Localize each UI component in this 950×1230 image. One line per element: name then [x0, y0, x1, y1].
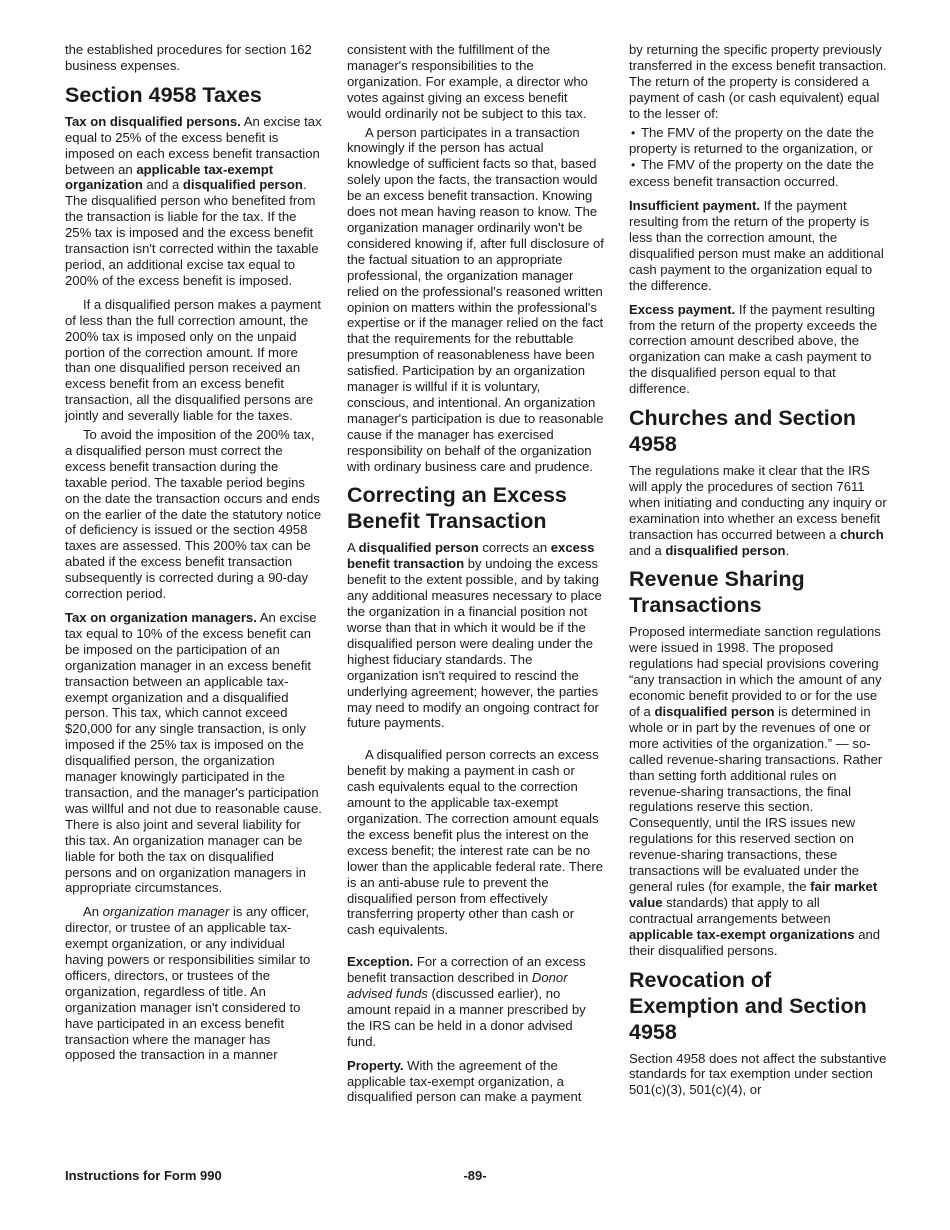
- paragraph: Insufficient payment. If the payment resulting from the return of the property is less than the correction amount, the disqualified person must make an additional cash payment to the organization equal to the difference.: [629, 198, 884, 293]
- column-1: [65, 42, 323, 1071]
- run-in-heading: Tax on disqualified persons.: [65, 113, 241, 129]
- paragraph: To avoid the imposition of the 200% tax, a disqualified person must correct the excess benefit transaction during the taxable period. The taxable period begins on the date the transaction occurs and ends on the earlier of the date the statutory notice of deficiency is issued or the section 4958 taxes are assessed. This 200% tax can be abated if the excess benefit transaction subsequently is corrected during a 90-day correction period.: [65, 427, 322, 602]
- column-3: [629, 42, 887, 1106]
- paragraph: The regulations make it clear that the IRS will apply the procedures of section 7611 when initiating and conducting any inquiry or examination into whether an excess benefit transaction has occurred between a church and a disqualified person.: [629, 463, 887, 558]
- paragraph: An organization manager is any officer, director, or trustee of an applicable tax-exempt organization, or any individual having powers or responsibilities similar to officers, directors, or trustees of the organization, regardless of title. An organization manager isn't considered to have participated in an excess benefit transaction where the manager has opposed the transaction in a manner: [65, 904, 311, 1063]
- paragraph: Tax on organization managers. An excise tax equal to 10% of the excess benefit can be imposed on the participation of an organization manager in an excess benefit transaction between an applicable tax-exempt organization and a disqualified person. This tax, which cannot exceed $20,000 for any single transaction, is only imposed if the 25% tax is imposed on the disqualified person, the organization manager knowingly participated in the transaction, and the manager's participation was willful and not due to reasonable cause. There is also joint and several liability for this tax. An organization manager can be liable for both the tax on disqualified persons and on organization managers in appropriate circumstances.: [65, 610, 322, 896]
- paragraph: Exception. For a correction of an excess benefit transaction described in Donor advised funds (discussed earlier), no amount repaid in a manner prescribed by the IRS can be held in a donor advised fund.: [347, 954, 586, 1049]
- section-heading: Correcting an Excess Benefit Transaction: [347, 483, 567, 534]
- paragraph: Property. With the agreement of the applicable tax-exempt organization, a disqualified person can make a payment: [347, 1057, 582, 1105]
- paragraph: Section 4958 does not affect the substantive standards for tax exemption under section 501(c)(3), 501(c)(4), or: [629, 1050, 887, 1098]
- bullet-list: [629, 125, 887, 191]
- paragraph: If a disqualified person makes a payment of less than the full correction amount, the 200% tax is imposed only on the unpaid portion of the correction amount. If more than one disqualified person received an excess benefit from an excess benefit transaction, all the disqualified persons are jointly and severally liable for the taxes.: [65, 296, 322, 424]
- section-heading: Revenue Sharing Transactions: [629, 567, 805, 618]
- footer-form-title: Instructions for Form 990: [65, 1168, 222, 1183]
- paragraph: A disqualified person corrects an excess benefit transaction by undoing the excess benefit to the extent possible, and by taking any additional measures necessary to place the organization in a financial position not worse than that in which it would be if the disqualified person were dealing under the highest fiduciary standards. The organization isn't required to rescind the underlying agreement; however, the parties may need to modify an ongoing contract for future payments.: [347, 540, 602, 731]
- paragraph: Excess payment. If the payment resulting from the return of the property exceeds the correction amount described above, the organization can make a cash payment to the disqualified person equal to that difference.: [629, 301, 878, 397]
- paragraph: consistent with the fulfillment of the manager's responsibilities to the organization. For example, a director who votes against giving an excess benefit would ordinarily not be subject to this tax.: [347, 42, 588, 121]
- section-heading: Revocation of Exemption and Section 4958: [629, 967, 867, 1044]
- section-heading: Churches and Section 4958: [629, 406, 856, 457]
- run-in-heading: Property.: [347, 1057, 404, 1073]
- page-number: -89-: [463, 1168, 487, 1183]
- paragraph: A disqualified person corrects an excess benefit by making a payment in cash or cash equivalents equal to the correction amount to the applicable tax-exempt organization. The correction amount equals the excess benefit plus the interest on the excess benefit; the interest rate can be no lower than the applicable federal rate. There is an anti-abuse rule to prevent the disqualified person from effectively transferring property other than cash or cash equivalents.: [347, 747, 603, 938]
- bullet-icon: •: [631, 158, 636, 173]
- run-in-heading: Exception.: [347, 954, 414, 970]
- list-item: • The FMV of the property on the date the property is returned to the organization, or: [629, 124, 874, 157]
- paragraph: A person participates in a transaction knowingly if the person has actual knowledge of sufficient facts so that, based solely upon the facts, the transaction would be an excess benefit transaction. Knowing does not mean having reason to know. The organization manager ordinarily won't be considered knowing if, after full disclosure of the factual situation to an appropriate professional, the organization manager relied on the professional's reasoned written opinion on matters within the professional's expertise or if the manager relied on the fact that the requirements for the rebuttable presumption of reasonableness have been satisfied. Participation by an organization manager is willful if it is voluntary, conscious, and intentional. An organization manager's participation is due to reasonable cause if the manager has exercised responsibility on behalf of the organization with ordinary business care and prudence.: [347, 124, 604, 474]
- paragraph: Proposed intermediate sanction regulations were issued in 1998. The proposed regulations had special provisions covering “any transaction in which the amount of any economic benefit provided to or for the use of a disqualified person is determined in whole or in part by the revenues of one or more activities of the organization.” — so-called revenue-sharing transactions. Rather than setting forth additional rules on revenue-sharing transactions, the final regulations reserve this section. Consequently, until the IRS issues new regulations for this reserved section on revenue-sharing transactions, these transactions will be evaluated under the general rules (for example, the fair market value standards) that apply to all contractual arrangements between applicable tax-exempt organizations and their disqualified persons.: [629, 624, 883, 958]
- run-in-heading: Insufficient payment.: [629, 198, 760, 214]
- paragraph: by returning the specific property previously transferred in the excess benefit transaction. The return of the property is considered a payment of cash (or cash equivalent) equal to the lesser of:: [629, 42, 887, 121]
- bullet-icon: •: [631, 125, 636, 140]
- column-2: [347, 42, 605, 1113]
- run-in-heading: Excess payment.: [629, 301, 736, 317]
- section-heading: Section 4958 Taxes: [65, 82, 262, 107]
- run-in-heading: Tax on organization managers.: [65, 610, 257, 625]
- paragraph: Tax on disqualified persons. An excise tax equal to 25% of the excess benefit is imposed on each excess benefit transaction between an applicable tax-exempt organization and a disqualified person. The disqualified person who benefited from the transaction is liable for the tax. If the 25% tax is imposed and the excess benefit transaction isn't corrected within the taxable period, an additional excise tax equal to 200% of the excess benefit is imposed.: [65, 113, 322, 288]
- list-item: • The FMV of the property on the date the excess benefit transaction occurred.: [629, 157, 874, 190]
- paragraph: the established procedures for section 162 business expenses.: [65, 42, 312, 73]
